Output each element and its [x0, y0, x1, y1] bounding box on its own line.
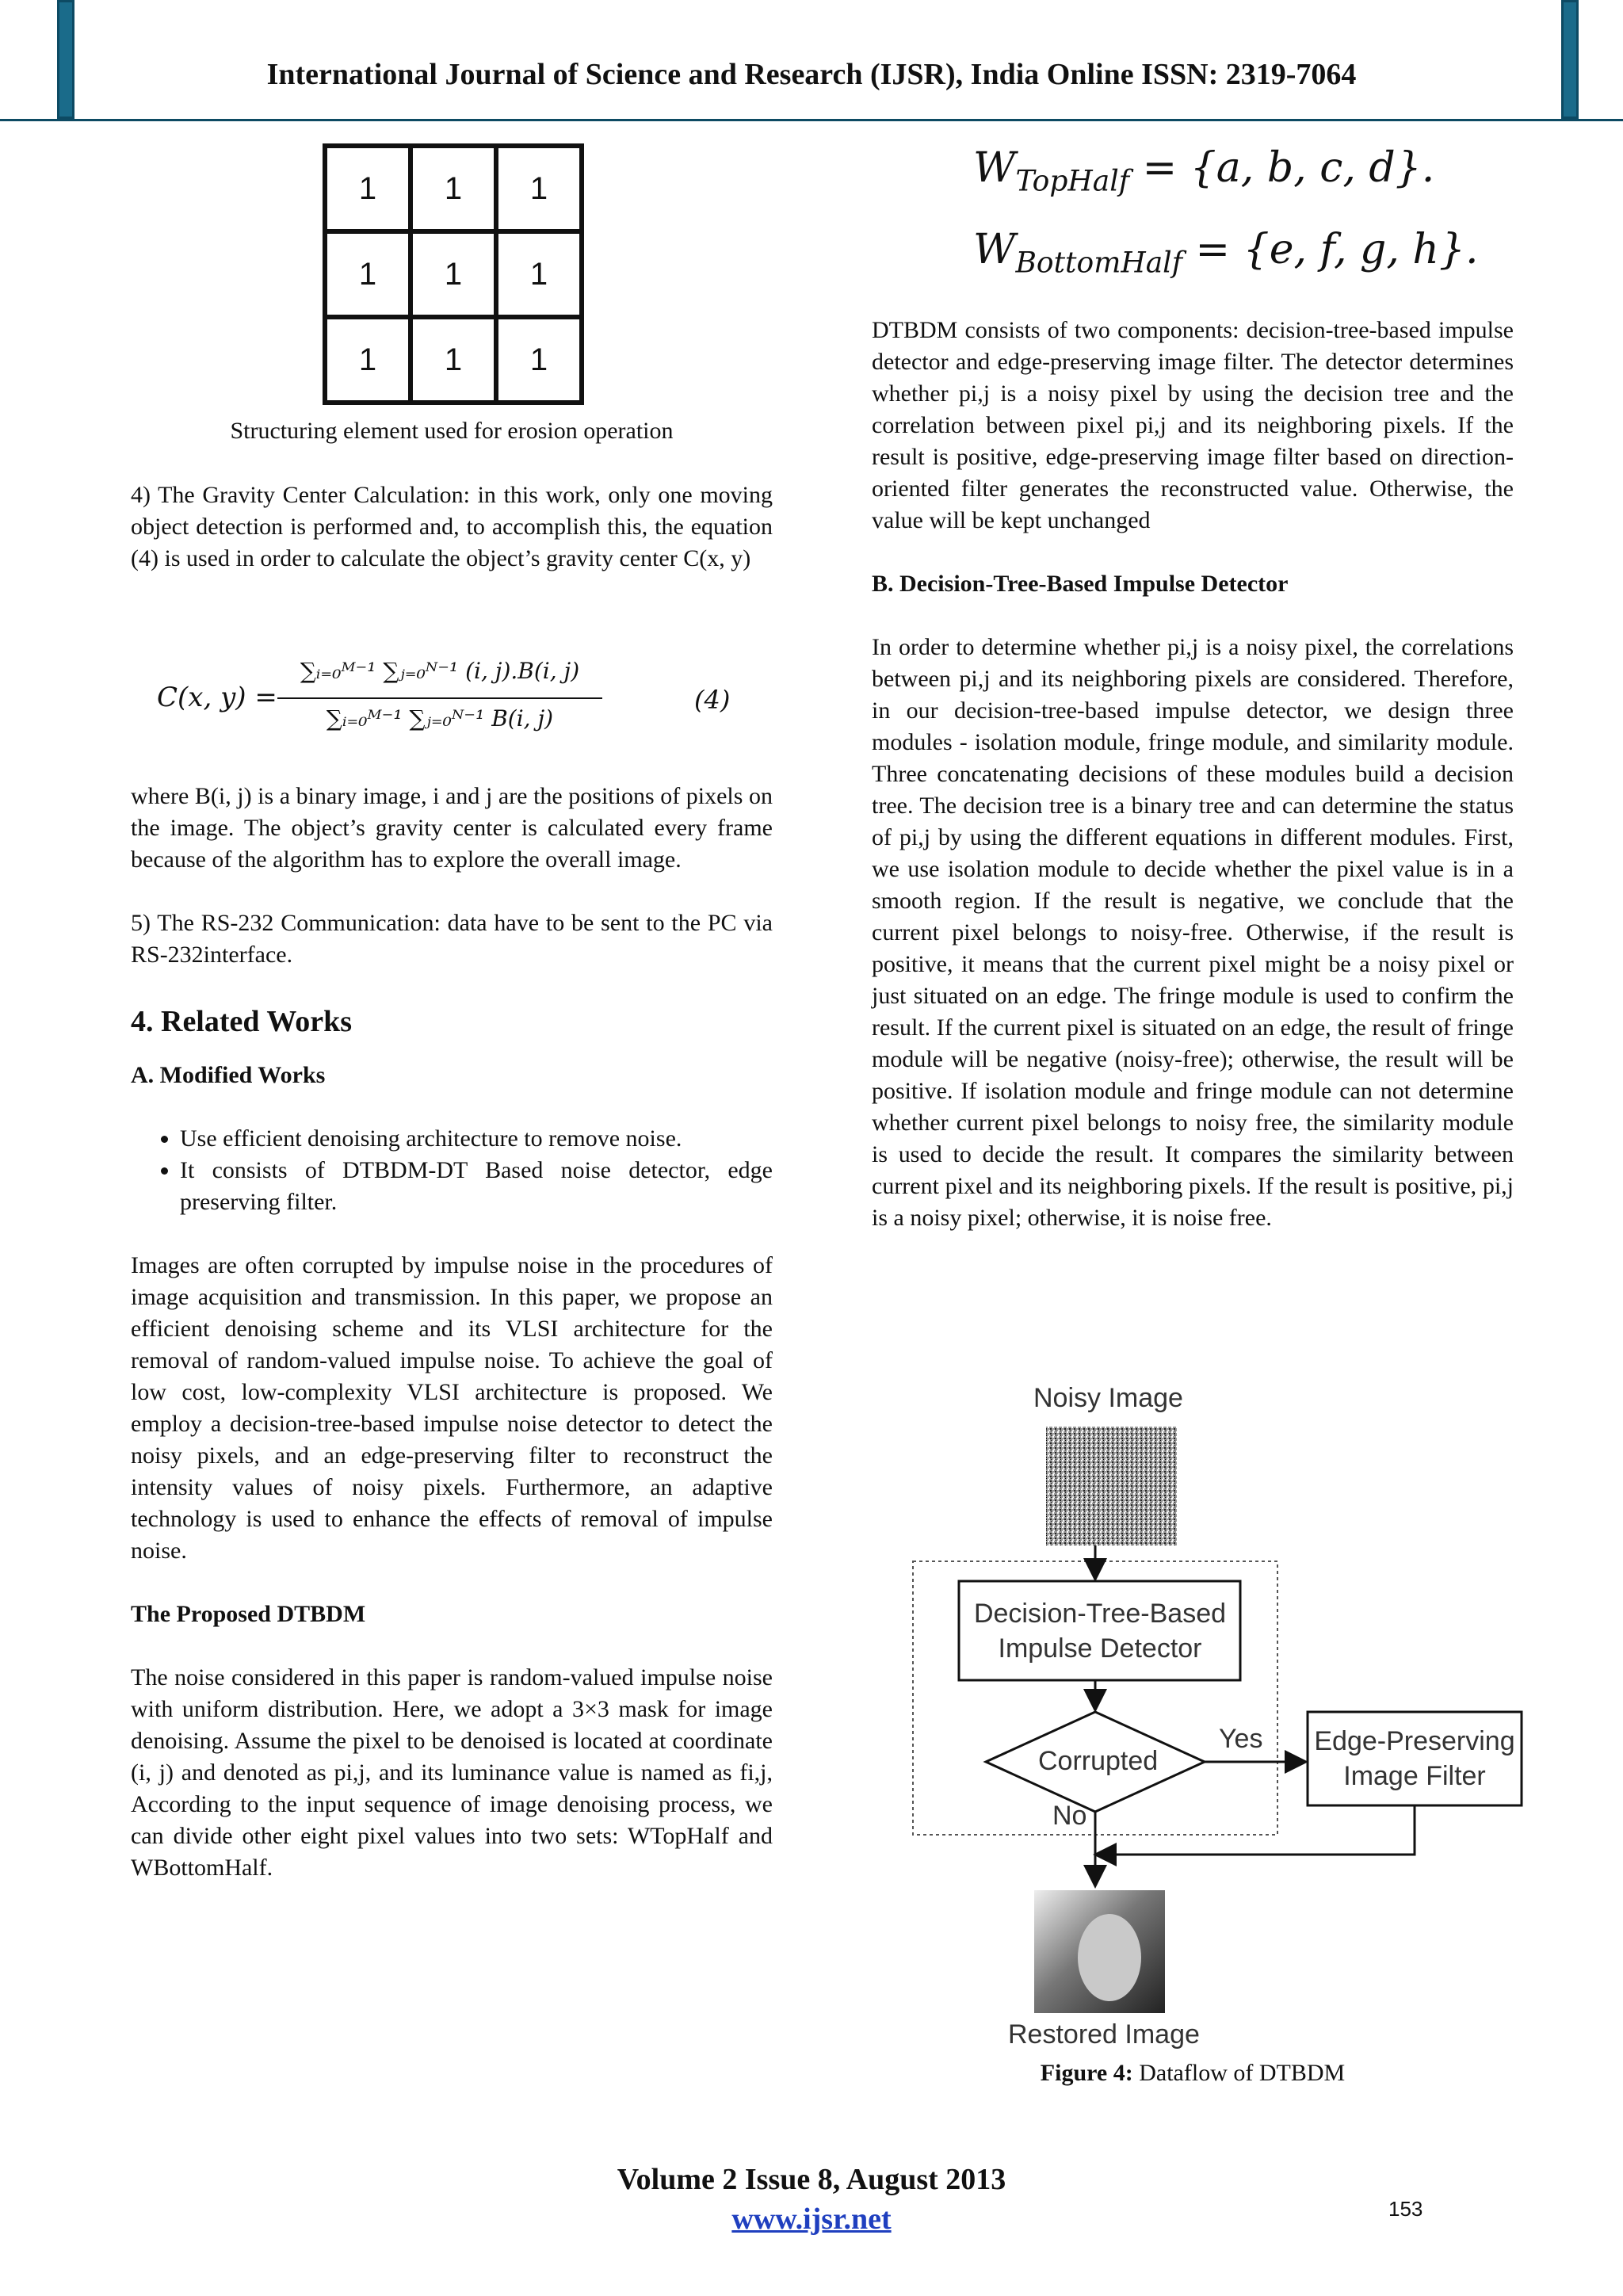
- w-symbol: W: [973, 226, 1016, 273]
- matrix-cell: 1: [496, 317, 582, 403]
- bullet-list: [131, 1123, 773, 1218]
- matrix-cell: 1: [411, 146, 496, 231]
- para-where: where B(i, j) is a binary image, i and j are the positions of pixels on the image. The object’s gravity center is calculated every frame because of the algorithm has to explore the overall image.: [131, 783, 773, 873]
- w-set: = {e, f, g, h}.: [1182, 226, 1479, 273]
- para-dtbdm: DTBDM consists of two components: decision-tree-based impulse detector and edge-preserving image filter. The detector determines whether pi,j is a noisy pixel by using the decision tree and the correlation between pixel pi,j and its neighboring pixels. If the result is positive, edge-preserving image filter based on direction-oriented filter generates the reconstructed value. Otherwise, the value will be kept unchanged: [872, 317, 1514, 533]
- para-images: Images are often corrupted by impulse noise in the procedures of image acquisition and transmission. In this paper, we propose an efficient denoising scheme and its VLSI architecture for the removal of random-valued impulse noise. To achieve the goal of low cost, low-complexity VLSI architecture is proposed. We employ a decision-tree-based impulse noise detector to detect the noisy pixels, and an edge-preserving filter to reconstruct the intensity values of noisy pixels. Furthermore, an adaptive technology is used to enhance the effects of removal of impulse noise.: [131, 1252, 773, 1564]
- structuring-element-matrix: [323, 143, 584, 405]
- restored-image-face: [1078, 1914, 1141, 2001]
- section-title: 4. Related Works: [131, 1005, 353, 1038]
- flow-yes-label: Yes: [1219, 1724, 1263, 1754]
- flow-filter-label: Edge-Preserving Image Filter: [1314, 1726, 1515, 1791]
- figure-caption: [872, 2060, 1514, 2087]
- equation-fraction-bar: [277, 697, 602, 699]
- matrix-cell: 1: [325, 317, 411, 403]
- para-noise: The noise considered in this paper is random-valued impulse noise with uniform distribution. Here, we adopt a 3×3 mask for image denoising. Assume the pixel to be denoised is located at coordinate (i, j) and denoted as pi,j, and its luminance value is named as fi,j, According to the input sequence of image denoising process, we can divide other eight pixel values into two sets: WTopHalf and WBottomHalf.: [131, 1664, 773, 1881]
- footer-url-link[interactable]: www.ijsr.net: [731, 2202, 892, 2236]
- equation-numerator: ∑ᵢ₌₀ᴹ⁻¹ ∑ⱼ₌₀ᴺ⁻¹ (i, j).B(i, j): [300, 658, 580, 684]
- para-gravity-center: 4) The Gravity Center Calculation: in this work, only one moving object detection is performed and, to accomplish this, the equation (4) is used in order to calculate the object’s gravity center C(x, y): [131, 482, 773, 571]
- equation-w-top-half: [973, 144, 1434, 197]
- subsection-decision-tree-detector: B. Decision-Tree-Based Impulse Detector: [872, 571, 1289, 597]
- flow-detector-label: Decision-Tree-Based Impulse Detector: [973, 1598, 1227, 1664]
- figure-caption-label: Figure 4:: [1040, 2060, 1133, 2086]
- figure-caption-text: Dataflow of DTBDM: [1132, 2060, 1346, 2086]
- journal-header: International Journal of Science and Research (IJSR), India Online ISSN: 2319-7064: [266, 58, 1357, 91]
- subsection-modified-works: A. Modified Works: [131, 1062, 326, 1088]
- equation-denominator: ∑ᵢ₌₀ᴹ⁻¹ ∑ⱼ₌₀ᴺ⁻¹ B(i, j): [326, 705, 554, 732]
- page-number: 153: [1388, 2197, 1423, 2221]
- equation-w-bottom-half: [973, 226, 1478, 279]
- para-rs232: 5) The RS-232 Communication: data have to be sent to the PC via RS-232interface.: [131, 910, 773, 968]
- right-column-body: [872, 315, 1514, 1234]
- w-subscript: BottomHalf: [1015, 246, 1183, 280]
- matrix-cell: 1: [411, 231, 496, 317]
- matrix-caption: Structuring element used for erosion operation: [230, 418, 674, 444]
- matrix-cell: 1: [411, 317, 496, 403]
- flow-no-label: No: [1052, 1801, 1087, 1831]
- matrix-cell: 1: [325, 231, 411, 317]
- equation-lhs: C(x, y) =: [157, 682, 277, 713]
- arrow-filter-output: [1095, 1805, 1415, 1855]
- flow-decision-label: Corrupted: [1038, 1746, 1159, 1776]
- w-subscript: TopHalf: [1015, 165, 1130, 198]
- footer-url-wrap: [0, 2202, 1623, 2237]
- w-set: = {a, b, c, d}.: [1129, 144, 1435, 192]
- left-column-body: [131, 781, 773, 1884]
- matrix-cell: 1: [496, 146, 582, 231]
- left-column-top: [131, 479, 773, 575]
- noisy-image-thumbnail: [1046, 1427, 1177, 1545]
- matrix-cell: 1: [325, 146, 411, 231]
- flow-noisy-label: Noisy Image: [1033, 1383, 1183, 1413]
- footer-volume: Volume 2 Issue 8, August 2013: [617, 2163, 1006, 2196]
- header-rule: [0, 119, 1623, 121]
- subsection-proposed-dtbdm: The Proposed DTBDM: [131, 1601, 366, 1627]
- dtbdm-dataflow-diagram: [872, 1379, 1553, 2029]
- matrix-cell: 1: [496, 231, 582, 317]
- flow-restored-label: Restored Image: [1008, 2019, 1200, 2050]
- equation-number: (4): [694, 685, 731, 715]
- list-item: • It consists of DTBDM-DT Based noise detector, edge preserving filter.: [180, 1155, 773, 1218]
- para-detector: In order to determine whether pi,j is a noisy pixel, the correlations between pi,j and its neighboring pixels are considered. Therefore, in our decision-tree-based impulse detector, we design three modules - isolation module, fringe module, and similarity module. Three concatenating decisions of these modules build a decision tree. The decision tree is a binary tree and can determine the status of pi,j by using the different equations in different modules. First, we use isolation module to decide whether the pixel value is in a smooth region. If the result is negative, we conclude that the current pixel belongs to noisy-free. Otherwise, if the result is positive, it means that the current pixel might be a noisy pixel or just situated on an edge. The fringe module is used to confirm the result. If the current pixel is situated on an edge, the result of fringe module will be negative (noisy-free); otherwise, the result will be positive. If isolation module and fringe module can not determine whether current pixel belongs to noisy free, the similarity module is used to decide the result. It compares the similarity between current pixel and its neighboring pixels. If the result is positive, pi,j is a noisy pixel; otherwise, it is noise free.: [872, 634, 1514, 1231]
- w-symbol: W: [973, 144, 1016, 192]
- list-item: • Use efficient denoising architecture to remove noise.: [180, 1123, 773, 1155]
